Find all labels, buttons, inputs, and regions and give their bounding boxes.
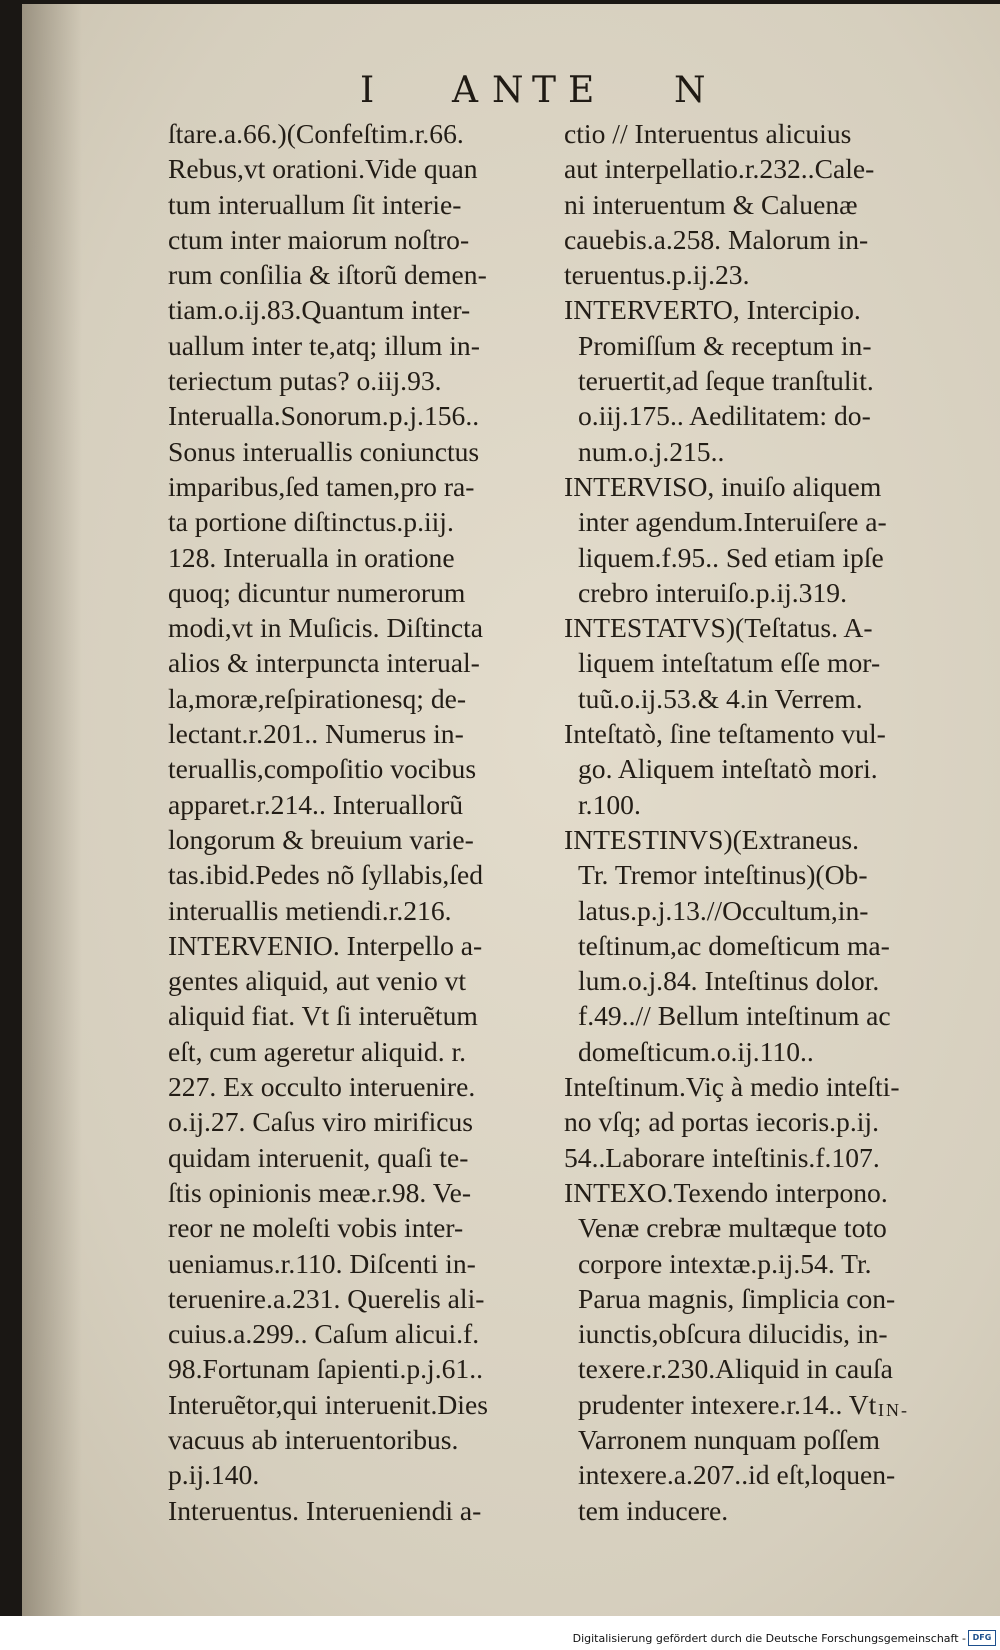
dfg-logo: DFG [968, 1630, 996, 1646]
text-line: gentes aliquid, aut venio vt [168, 965, 467, 997]
text-line: Venæ crebræ multæque toto [578, 1212, 887, 1244]
text-line: tum interuallum ſit interie- [168, 188, 462, 220]
text-line: teruallis,compoſitio vocibus [168, 753, 477, 785]
text-line: Varronem nunquam poſſem [578, 1423, 880, 1455]
text-line: la,moræ,reſpirationesq; de- [168, 682, 467, 714]
text-line: ta portione diſtinctus.p.iij. [168, 506, 454, 538]
text-line: Interualla.Sonorum.p.j.156.. [168, 400, 480, 432]
text-line: teriectum putas? o.iij.93. [168, 365, 442, 397]
text-line: liquem inteſtatum eſſe mor- [578, 647, 881, 679]
text-line: 98.Fortunam ſapienti.p.j.61.. [168, 1353, 483, 1385]
text-line: alios & interpuncta interual- [168, 647, 480, 679]
text-line: f.49..// Bellum inteſtinum ac [578, 1000, 891, 1032]
text-line: lectant.r.201.. Numerus in- [168, 718, 464, 750]
gutter-shadow [22, 4, 82, 1616]
left-column [168, 116, 553, 1528]
text-line: quoq; dicuntur numerorum [168, 576, 466, 608]
text-line: cuius.a.299.. Caſum alicui.f. [168, 1318, 480, 1350]
text-line: imparibus,ſed tamen,pro ra- [168, 470, 475, 502]
text-line: INTERVENIO. Interpello a- [168, 929, 483, 961]
text-line: num.o.j.215.. [578, 435, 725, 467]
text-line: Parua magnis, ſimplicia con- [578, 1282, 896, 1314]
text-line: tem inducere. [578, 1494, 729, 1526]
text-line: Sonus interuallis coniunctus [168, 435, 480, 467]
text-line: aliquid fiat. Vt ſi interuẽtum [168, 1000, 478, 1032]
text-line: ueniamus.r.110. Diſcenti in- [168, 1247, 476, 1279]
text-line: iunctis,obſcura dilucidis, in- [578, 1318, 888, 1350]
text-line: Tr. Tremor inteſtinus)(Ob- [578, 859, 868, 891]
text-line: vacuus ab interuentoribus. [168, 1423, 459, 1455]
footer-bar [0, 1616, 1000, 1650]
text-line: ctio // Interuentus alicuius [564, 118, 852, 149]
text-line: p.ij.140. [168, 1459, 260, 1491]
text-line: Promiſſum & receptum in- [578, 329, 872, 361]
text-line: latus.p.j.13.//Occultum,in- [578, 894, 869, 926]
text-line: INTEXO.Texendo interpono. [564, 1176, 888, 1208]
text-line: Inteſtatò, ſine teſtamento vul- [564, 718, 886, 750]
text-line: quidam interuenit, quaſi te- [168, 1141, 469, 1173]
text-line: ſtare.a.66.)(Confeſtim.r.66. [168, 118, 464, 149]
text-line: INTESTINVS)(Extraneus. [564, 823, 860, 855]
running-head-letter: I [360, 70, 379, 111]
text-line: teruentus.p.ij.23. [564, 259, 750, 291]
text-line: interuallis metiendi.r.216. [168, 894, 452, 926]
right-column [564, 116, 964, 1528]
text-line: liquem.f.95.. Sed etiam ipſe [578, 541, 884, 573]
text-line: teſtinum,ac domeſticum ma- [578, 929, 890, 961]
text-line: ctum inter maiorum noſtro- [168, 223, 470, 255]
text-line: domeſticum.o.ij.110.. [578, 1035, 814, 1067]
text-line: uallum inter te,atq; illum in- [168, 329, 480, 361]
text-line: 128. Interualla in oratione [168, 541, 455, 573]
text-line: INTERVISO, inuiſo aliquem [564, 470, 882, 502]
text-line: corpore intextæ.p.ij.54. Tr. [578, 1247, 872, 1279]
text-line: tuũ.o.ij.53.& 4.in Verrem. [578, 682, 863, 714]
running-head-letter: T [532, 70, 561, 111]
text-line: Rebus,vt orationi.Vide quan [168, 153, 478, 185]
text-line: texere.r.230.Aliquid in cauſa [578, 1353, 893, 1385]
text-line: o.iij.175.. Aedilitatem: do- [578, 400, 871, 432]
text-line: 54..Laborare inteſtinis.f.107. [564, 1141, 880, 1173]
text-line: aut interpellatio.r.232..Cale- [564, 153, 875, 185]
text-line: r.100. [578, 788, 641, 820]
text-line: 227. Ex occulto interuenire. [168, 1071, 476, 1103]
text-line: no vſq; ad portas iecoris.p.ij. [564, 1106, 879, 1138]
text-line: tas.ibid.Pedes nõ ſyllabis,ſed [168, 859, 483, 891]
text-line: rum conſilia & iſtorũ demen- [168, 259, 487, 291]
text-line: crebro interuiſo.p.ij.319. [578, 576, 847, 608]
text-line: o.ij.27. Caſus viro mirificus [168, 1106, 474, 1138]
text-line: inter agendum.Interuiſere a- [578, 506, 887, 538]
text-line: Interuentus. Interueniendi a- [168, 1494, 482, 1526]
funding-credit: Digitalisierung gefördert durch die Deutsche Forschungsgemeinschaft - [572, 1632, 966, 1645]
text-line: INTESTATVS)(Teſtatus. A- [564, 612, 873, 644]
text-line: ſtis opinionis meæ.r.98. Ve- [168, 1176, 472, 1208]
running-head-letter: E [568, 70, 599, 111]
text-line: Interuẽtor,qui interuenit.Dies [168, 1388, 488, 1420]
text-line: teruertit,ad ſeque tranſtulit. [578, 365, 874, 397]
text-line: intexere.a.207..id eſt,loquen- [578, 1459, 896, 1491]
text-line: tiam.o.ij.83.Quantum inter- [168, 294, 471, 326]
catchword: IN- [878, 1400, 909, 1420]
text-line: cauebis.a.258. Malorum in- [564, 223, 869, 255]
text-line: ni interuentum & Caluenæ [564, 188, 858, 220]
text-line: Inteſtinum.Viç à medio inteſti- [564, 1071, 900, 1103]
text-line: INTERVERTO, Intercipio. [564, 294, 861, 326]
text-line: lum.o.j.84. Inteſtinus dolor. [578, 965, 880, 997]
text-line: eſt, cum ageretur aliquid. r. [168, 1035, 467, 1067]
running-head-letter: N [674, 70, 710, 111]
text-line: teruenire.a.231. Querelis ali- [168, 1282, 485, 1314]
running-head-letter: A [452, 70, 482, 111]
text-line: prudenter intexere.r.14.. Vt [578, 1388, 877, 1420]
text-line: modi,vt in Muſicis. Diſtincta [168, 612, 484, 644]
text-line: reor ne moleſti vobis inter- [168, 1212, 464, 1244]
text-line: go. Aliquem inteſtatò mori. [578, 753, 878, 785]
text-line: apparet.r.214.. Interuallorũ [168, 788, 463, 820]
text-line: longorum & breuium varie- [168, 823, 474, 855]
running-head-letter: N [492, 70, 528, 111]
